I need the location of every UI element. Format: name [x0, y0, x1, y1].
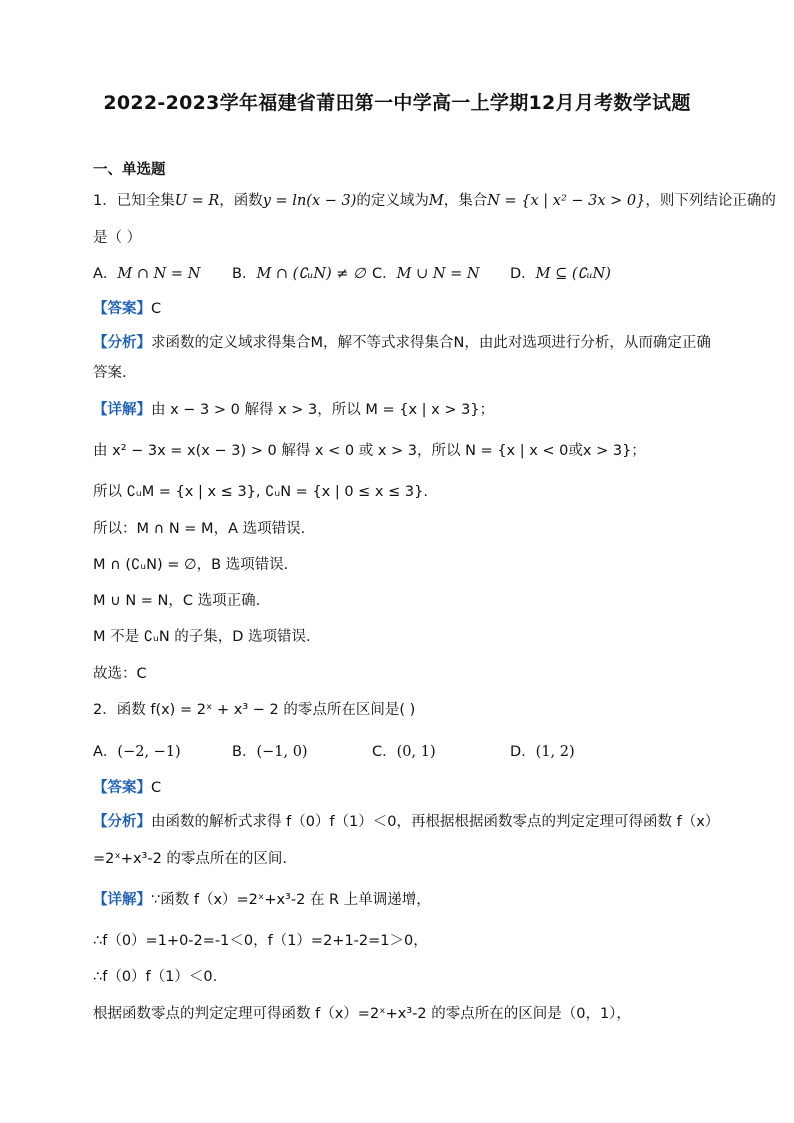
q1-detail-line2: 由 x² − 3x = x(x − 3) > 0 解得 x < 0 或 x > 3，所以 N = {x | x < 0或x > 3}； [93, 443, 646, 459]
q1-detail-line4: 所以：M ∩ N = M，A 选项错误. [93, 521, 306, 537]
q1-option-a [93, 264, 200, 284]
q1-option-c-label: C． [372, 266, 397, 282]
q2-detail-line4: 根据函数零点的判定定理可得函数 f（x）=2ˣ+x³-2 的零点所在的区间是（0，1）， [93, 1006, 631, 1022]
q2-text: 函数 f(x) = 2ˣ + x³ − 2 的零点所在区间是( ) [116, 702, 416, 718]
q1-stem-line1 [93, 191, 776, 211]
q2-option-d [510, 742, 575, 762]
q1-option-b [232, 264, 366, 284]
q2-option-c-expr: (0, 1) [396, 744, 436, 760]
q1-option-b-label: B． [232, 266, 257, 282]
q2-option-b-expr: (−1, 0) [256, 744, 308, 760]
q1-option-d [510, 264, 611, 284]
q1-number: 1． [93, 193, 117, 209]
q1-option-c [372, 264, 480, 284]
q2-option-a-expr: (−2, −1) [117, 744, 181, 760]
q2-option-d-label: D． [510, 744, 536, 760]
q2-number: 2． [93, 702, 117, 718]
q1-option-a-expr: M ∩ N = N [117, 266, 201, 282]
q1-option-d-label: D． [510, 266, 536, 282]
section-heading: 一、单选题 [93, 162, 166, 178]
q1-option-b-expr: M ∩ (∁ᵤN) ≠ ∅ [256, 266, 366, 282]
q2-detail-line1: ∵函数 f（x）=2ˣ+x³-2 在 R 上单调递增， [151, 892, 431, 908]
q1-text-d: ，集合 [443, 193, 488, 209]
q2-answer-value: C [151, 780, 162, 796]
q1-detail-line1: 由 x − 3 > 0 解得 x > 3，所以 M = {x | x > 3}； [151, 402, 495, 418]
q2-option-c-label: C． [372, 744, 397, 760]
q1-detail [93, 400, 494, 420]
q1-function: y = ln(x − 3) [262, 193, 357, 209]
q2-analysis-line2: =2ˣ+x³-2 的零点所在的区间. [93, 851, 288, 867]
q2-option-a-label: A． [93, 744, 118, 760]
q1-detail-line3: 所以 ∁ᵤM = {x | x ≤ 3}, ∁ᵤN = {x | 0 ≤ x ≤ 3}. [93, 484, 428, 500]
q1-analysis [93, 333, 711, 353]
q2-option-c [372, 742, 436, 762]
q1-detail-line5: M ∩ (∁ᵤN) = ∅，B 选项错误. [93, 557, 289, 573]
q1-text-a: 已知全集 [116, 193, 175, 209]
q2-option-d-expr: (1, 2) [535, 744, 575, 760]
q1-choose: 故选：C [93, 666, 147, 682]
q1-answer [93, 299, 161, 319]
q1-analysis-tag: 【分析】 [93, 335, 151, 351]
q1-option-c-expr: M ∪ N = N [396, 266, 480, 282]
q2-stem [93, 700, 415, 720]
q1-set-u: U = R [174, 193, 220, 209]
q1-detail-tag: 【详解】 [93, 402, 151, 418]
q1-text-c: 的定义域为 [356, 193, 429, 209]
q1-var-m: M [428, 193, 444, 209]
q1-text-b: ，函数 [219, 193, 263, 209]
q1-analysis-text: 求函数的定义域求得集合M，解不等式求得集合N，由此对选项进行分析，从而确定正确 [151, 335, 711, 351]
q2-detail-tag: 【详解】 [93, 892, 151, 908]
q2-option-b-label: B． [232, 744, 257, 760]
q1-analysis-line2: 答案. [93, 365, 127, 381]
q2-option-a [93, 742, 181, 762]
q2-detail-line3: ∴f（0）f（1）＜0. [93, 969, 218, 985]
q1-stem-line2: 是（ ） [93, 230, 142, 246]
q2-option-b [232, 742, 308, 762]
q2-analysis-tag: 【分析】 [93, 814, 151, 830]
q1-detail-line7: M 不是 ∁ᵤN 的子集，D 选项错误. [93, 629, 311, 645]
q2-answer-tag: 【答案】 [93, 780, 151, 796]
q2-answer [93, 778, 161, 798]
q2-detail [93, 890, 431, 910]
q1-answer-value: C [151, 301, 162, 317]
q1-option-a-label: A． [93, 266, 118, 282]
q2-detail-line2: ∴f（0）=1+0-2=-1＜0，f（1）=2+1-2=1＞0， [93, 933, 428, 949]
q1-set-n: N = {x | x² − 3x > 0} [487, 193, 646, 209]
q2-analysis-text: 由函数的解析式求得 f（0）f（1）＜0，再根据根据函数零点的判定定理可得函数 f（x） [151, 814, 720, 830]
page-title: 2022-2023学年福建省莆田第一中学高一上学期12月月考数学试题 [103, 92, 691, 114]
q1-option-d-expr: M ⊆ (∁ᵤN) [535, 266, 611, 282]
q1-detail-line6: M ∪ N = N，C 选项正确. [93, 593, 261, 609]
q1-text-e: ，则下列结论正确的 [645, 193, 776, 209]
q1-answer-tag: 【答案】 [93, 301, 151, 317]
q2-analysis [93, 812, 719, 832]
